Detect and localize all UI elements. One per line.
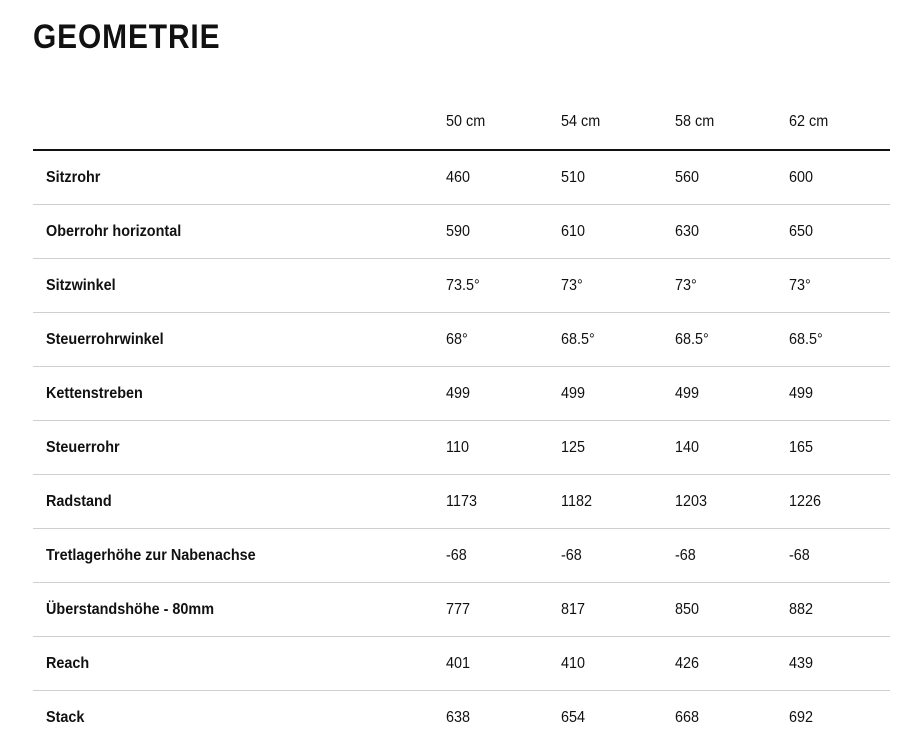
row-label: Radstand [33, 475, 433, 529]
table-cell: 1182 [548, 475, 662, 529]
table-cell: 817 [548, 583, 662, 637]
page-title: GEOMETRIE [33, 18, 221, 56]
table-cell: 510 [548, 150, 662, 205]
column-header-size: 50 cm [433, 95, 547, 150]
table-cell: 1226 [776, 475, 890, 529]
table-cell: 630 [662, 205, 776, 259]
table-cell: 668 [674, 708, 699, 726]
table-cell: 68.5° [662, 313, 776, 367]
table-row [33, 150, 890, 205]
table-cell: 610 [548, 205, 662, 259]
table-cell: 73.5° [433, 259, 547, 313]
table-cell: -68 [662, 529, 776, 583]
table-cell: 650 [776, 205, 890, 259]
table-cell: 692 [788, 708, 813, 726]
table-cell: 140 [662, 421, 776, 475]
column-header-size: 54 cm [548, 95, 662, 150]
geometry-table [33, 95, 890, 744]
table-cell: 73° [776, 259, 890, 313]
table-cell: 499 [662, 367, 776, 421]
table-header-row [33, 95, 890, 150]
table-row [33, 205, 890, 259]
table-cell: 499 [433, 367, 547, 421]
table-cell: 777 [433, 583, 547, 637]
table-row [33, 367, 890, 421]
table-cell: 1203 [662, 475, 776, 529]
table-cell: 73° [548, 259, 662, 313]
row-label: Oberrohr horizontal [33, 205, 433, 259]
table-cell: 600 [776, 150, 890, 205]
table-row [33, 313, 890, 367]
table-cell: 654 [560, 708, 585, 726]
table-cell: 499 [548, 367, 662, 421]
table-row [33, 259, 890, 313]
row-label: Steuerrohrwinkel [33, 313, 433, 367]
table-row [33, 475, 890, 529]
table-cell: 460 [433, 150, 547, 205]
table-row [33, 421, 890, 475]
table-cell: 68.5° [548, 313, 662, 367]
column-header-size: 62 cm [776, 95, 890, 150]
column-header-label [33, 95, 433, 150]
table-cell: 401 [433, 637, 547, 691]
row-label: Überstandshöhe - 80mm [33, 583, 433, 637]
row-label: Kettenstreben [33, 367, 433, 421]
table-cell: 1173 [433, 475, 547, 529]
row-label: Sitzwinkel [33, 259, 433, 313]
row-label: Sitzrohr [33, 150, 433, 205]
table-row [33, 691, 890, 745]
table-row [33, 637, 890, 691]
row-label: Tretlagerhöhe zur Nabenachse [33, 529, 433, 583]
table-cell: 73° [662, 259, 776, 313]
table-cell: 499 [776, 367, 890, 421]
table-cell: -68 [548, 529, 662, 583]
table-cell: 410 [548, 637, 662, 691]
table-cell: 68.5° [776, 313, 890, 367]
table-cell: 560 [662, 150, 776, 205]
table-cell: 439 [776, 637, 890, 691]
row-label: Stack [46, 708, 85, 726]
table-cell: 426 [662, 637, 776, 691]
column-header-size: 58 cm [662, 95, 776, 150]
table-cell: 850 [662, 583, 776, 637]
table-cell: -68 [433, 529, 547, 583]
table-row [33, 583, 890, 637]
table-cell: 68° [433, 313, 547, 367]
row-label: Steuerrohr [33, 421, 433, 475]
table-cell: 110 [433, 421, 547, 475]
row-label: Reach [33, 637, 433, 691]
table-cell: 882 [776, 583, 890, 637]
table-cell: -68 [776, 529, 890, 583]
table-cell: 125 [548, 421, 662, 475]
table-cell: 590 [433, 205, 547, 259]
table-cell: 165 [776, 421, 890, 475]
table-row [33, 529, 890, 583]
table-cell: 638 [446, 708, 471, 726]
